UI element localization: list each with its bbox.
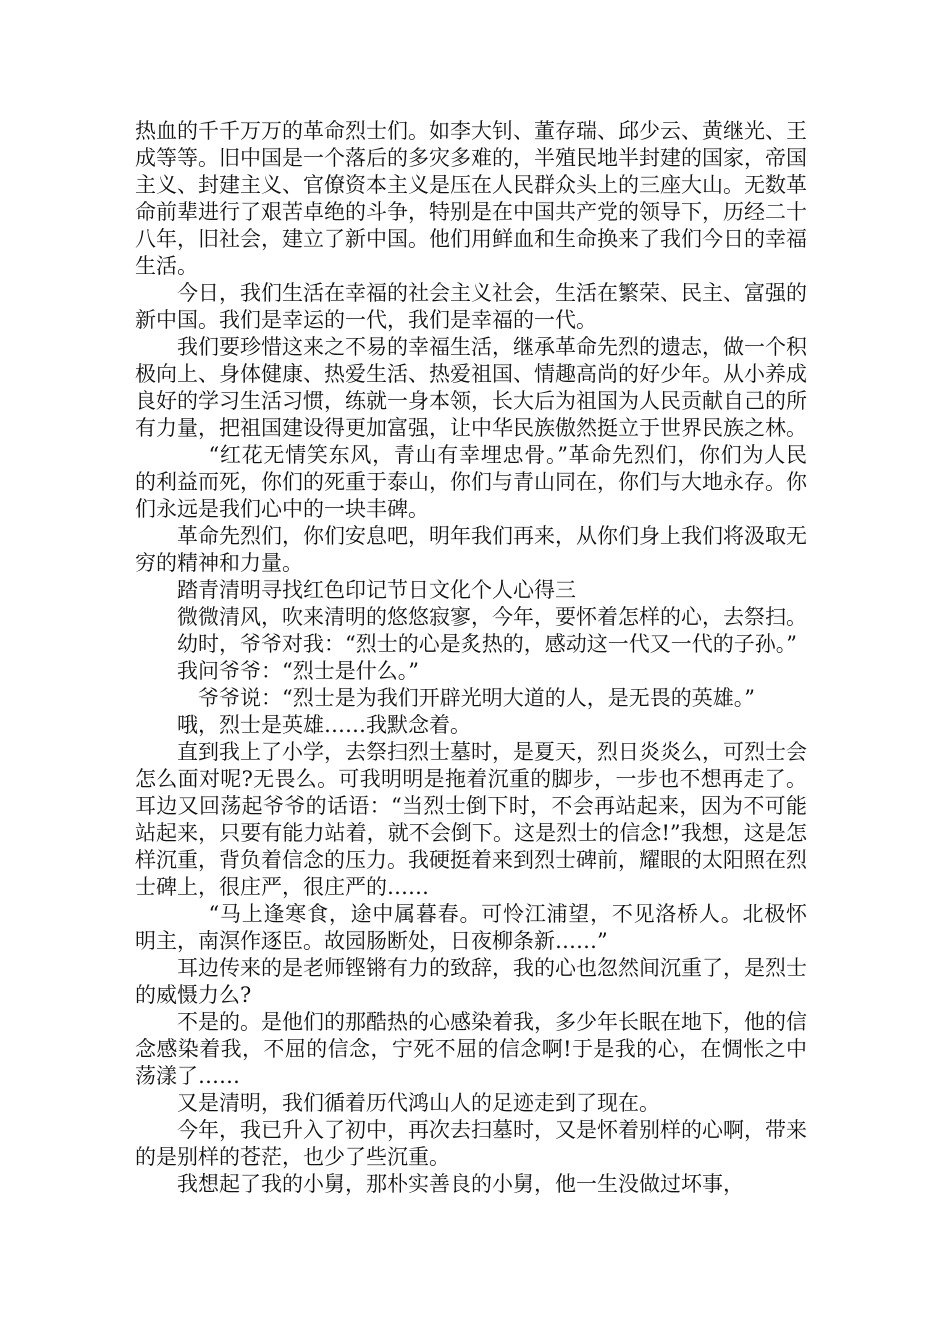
paragraph-18: 我想起了我的小舅，那朴实善良的小舅，他一生没做过坏事， <box>177 1172 744 1196</box>
paragraph-2: 今日，我们生活在幸福的社会主义社会，生活在繁荣、民主、富强的新中国。我们是幸运的一代，我们是幸福的一代。 <box>135 281 807 332</box>
paragraph-14: 耳边传来的是老师铿锵有力的致辞，我的心也忽然间沉重了，是烈士的威慑力么? <box>135 956 807 1007</box>
paragraph-3: 我们要珍惜这来之不易的幸福生活，继承革命先烈的遗志，做一个积极向上、身体健康、热爱生活、热爱祖国、情趣高尚的好少年。从小养成良好的学习生活习惯，练就一身本领，长大后为祖国为人民贡献自己的所有力量，把祖国建设得更加富强，让中华民族傲然挺立于世界民族之林。 <box>135 335 807 440</box>
paragraph-9: 我问爷爷：“烈士是什么。” <box>177 659 419 683</box>
paragraph-10: 爷爷说：“烈士是为我们开辟光明大道的人，是无畏的英雄。” <box>198 686 755 710</box>
paragraph-5: 革命先烈们，你们安息吧，明年我们再来，从你们身上我们将汲取无穷的精神和力量。 <box>135 524 807 575</box>
paragraph-11: 哦，烈士是英雄……我默念着。 <box>177 713 471 737</box>
document-body <box>135 118 807 1198</box>
paragraph-12: 直到我上了小学，去祭扫烈士墓时，是夏天，烈日炎炎么，可烈士会怎么面对呢?无畏么。可我明明是拖着沉重的脚步，一步也不想再走了。耳边又回荡起爷爷的话语：“当烈士倒下时，不会再站起来，因为不可能站起来，只要有能力站着，就不会倒下。这是烈士的信念!”我想，这是怎样沉重，背负着信念的压力。我硬挺着来到烈士碑前，耀眼的太阳照在烈士碑上，很庄严，很庄严的…… <box>135 740 807 899</box>
paragraph-1: 热血的千千万万的革命烈士们。如李大钊、董存瑞、邱少云、黄继光、王成等等。旧中国是一个落后的多灾多难的，半殖民地半封建的国家，帝国主义、封建主义、官僚资本主义是压在人民群众头上的三座大山。无数革命前辈进行了艰苦卓绝的斗争，特别是在中国共产党的领导下，历经二十八年，旧社会，建立了新中国。他们用鲜血和生命换来了我们今日的幸福生活。 <box>135 119 807 278</box>
paragraph-17: 今年，我已升入了初中，再次去扫墓时，又是怀着别样的心啊，带来的是别样的苍茫，也少了些沉重。 <box>135 1118 807 1169</box>
paragraph-4: “红花无情笑东风，青山有幸埋忠骨。”革命先烈们，你们为人民的利益而死，你们的死重于泰山，你们与青山同在，你们与大地永存。你们永远是我们心中的一块丰碑。 <box>135 443 807 521</box>
paragraph-7: 微微清风，吹来清明的悠悠寂寥，今年，要怀着怎样的心，去祭扫。 <box>177 605 807 629</box>
paragraph-13: “马上逢寒食，途中属暮春。可怜江浦望，不见洛桥人。北极怀明主，南溟作逐臣。故园肠断处，日夜柳条新……” <box>135 902 807 953</box>
section-heading: 踏青清明寻找红色印记节日文化个人心得三 <box>177 578 576 602</box>
paragraph-15: 不是的。是他们的那酷热的心感染着我，多少年长眠在地下，他的信念感染着我，不屈的信念，宁死不屈的信念啊!于是我的心，在惆怅之中荡漾了…… <box>135 1010 807 1088</box>
paragraph-8: 幼时，爷爷对我：“烈士的心是炙热的，感动这一代又一代的子孙。” <box>177 632 797 656</box>
paragraph-16: 又是清明，我们循着历代鸿山人的足迹走到了现在。 <box>177 1091 660 1115</box>
